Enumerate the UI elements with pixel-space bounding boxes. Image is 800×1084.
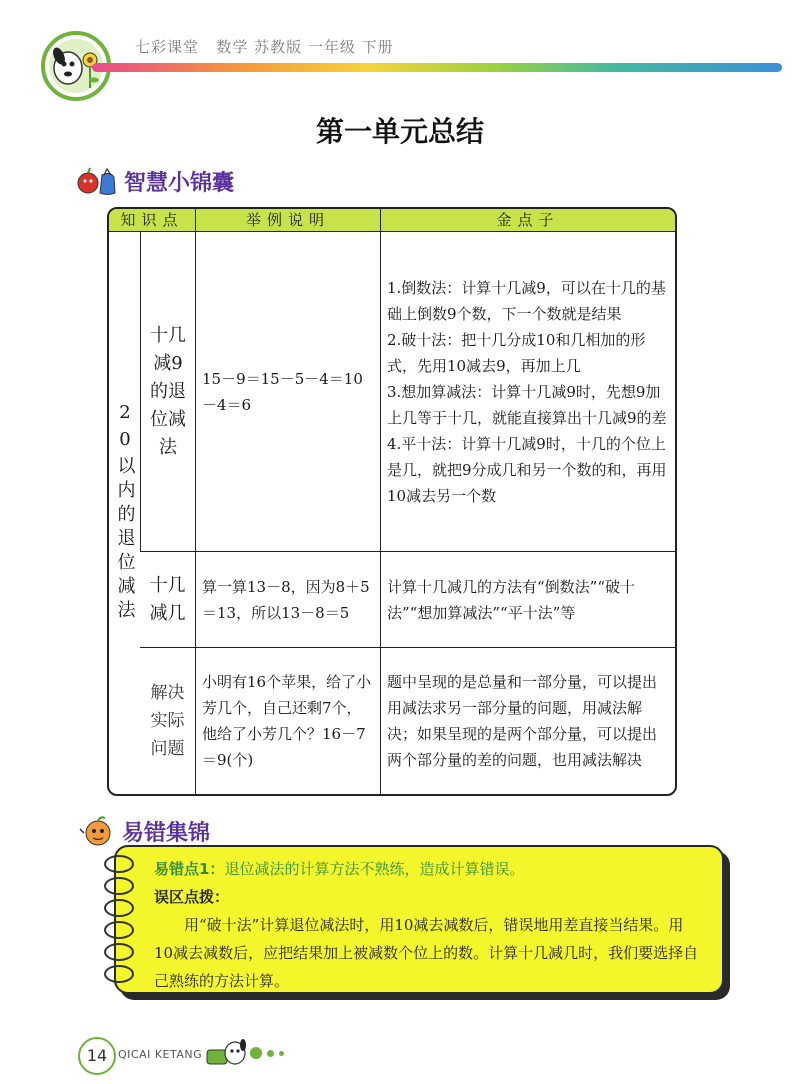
header-book: 数学 苏教版 一年级 下册: [216, 38, 394, 56]
example-text: 算一算13－8，因为8＋5＝13，所以13－8＝5: [202, 577, 370, 622]
example-text: 小明有16个苹果，给了小芳几个，自己还剩7个，他给了小芳几个？16－7＝9(个): [202, 673, 372, 769]
error-point-text: 退位减法的计算方法不熟练，造成计算错误。: [224, 860, 525, 878]
spiral-ring: [104, 943, 134, 961]
footer-mascot-icon: [205, 1038, 249, 1068]
table-header-knowledge: 知识点: [109, 209, 195, 232]
header-series: 七彩课堂: [135, 38, 200, 56]
knowledge-point: 十几减9的退位减法: [150, 324, 186, 458]
spiral-ring: [104, 899, 134, 917]
spiral-ring: [104, 921, 134, 939]
summary-table: [107, 207, 677, 796]
page-number: 14: [78, 1037, 116, 1075]
header-book-info: [135, 36, 394, 57]
knowledge-point: 解决实际问题: [150, 683, 185, 759]
footer-brand: QICAI KETANG: [118, 1048, 203, 1061]
tip-item: 题中呈现的是总量和一部分量，可以提出用减法求另一部分量的问题，用减法解决；如果呈现的是两个部分量，可以提出两个部分量的差的问题，也用减法解决: [387, 673, 658, 769]
table-row: [109, 648, 675, 794]
spiral-ring: [104, 877, 134, 895]
spiral-ring: [104, 965, 134, 983]
error-point: [154, 855, 702, 883]
table-header-example: 举例说明: [195, 209, 380, 232]
table-row: [109, 552, 675, 648]
tip-text: 用“破十法”计算退位减法时，用10减去减数后，错误地用差直接当结果。用10减去减数后，应把结果加上被减数个位上的数。计算十几减几时，我们要选择自己熟练的方法计算。: [154, 916, 699, 990]
table-row: [109, 232, 675, 552]
error-point-label: 易错点1：: [154, 860, 225, 878]
knowledge-point: 十几减几: [149, 574, 186, 624]
decor-dot: [267, 1050, 274, 1057]
tip-item: 2.破十法：把十几分成10和几相加的形式，先用10减去9，再加上几: [387, 330, 646, 375]
section-heading-errors: [78, 815, 210, 847]
decor-dot: [250, 1047, 262, 1059]
apple-bag-icon: [76, 165, 118, 197]
decor-dot: [279, 1051, 284, 1056]
error-notebook: [114, 845, 724, 994]
header-rainbow-bar: [92, 63, 782, 72]
tips-list: [387, 275, 669, 509]
section-title-wisdom: 智慧小锦囊: [124, 170, 235, 196]
tip-item: 3.想加算减法：计算十几减9时，先想9加上几等于十几，就能直接算出十几减9的差: [387, 382, 667, 427]
category-label: 20以内的退位减法: [114, 402, 136, 624]
tip-item: 1.倒数法：计算十几减9，可以在十几的基础上倒数9个数，下一个数就是结果: [387, 278, 666, 323]
section-heading-wisdom: [76, 165, 234, 197]
page-title: 第一单元总结: [315, 115, 484, 148]
spiral-ring: [104, 855, 134, 873]
tip-item: 计算十几减几的方法有“倒数法”“破十法”“想加算减法”“平十法”等: [387, 577, 636, 622]
example-text: 15－9＝15－5－4＝10－4＝6: [202, 369, 363, 414]
section-title-errors: 易错集锦: [122, 820, 211, 846]
tip-item: 4.平十法：计算十几减9时，十几的个位上是几，就把9分成几和另一个数的和，再用10减去另一个数: [387, 434, 667, 505]
table-header-row: [109, 209, 675, 232]
table-header-tips: 金点子: [380, 209, 675, 232]
cartoon-fruit-icon: [78, 815, 116, 847]
tip-label: 误区点拨：: [154, 888, 230, 906]
